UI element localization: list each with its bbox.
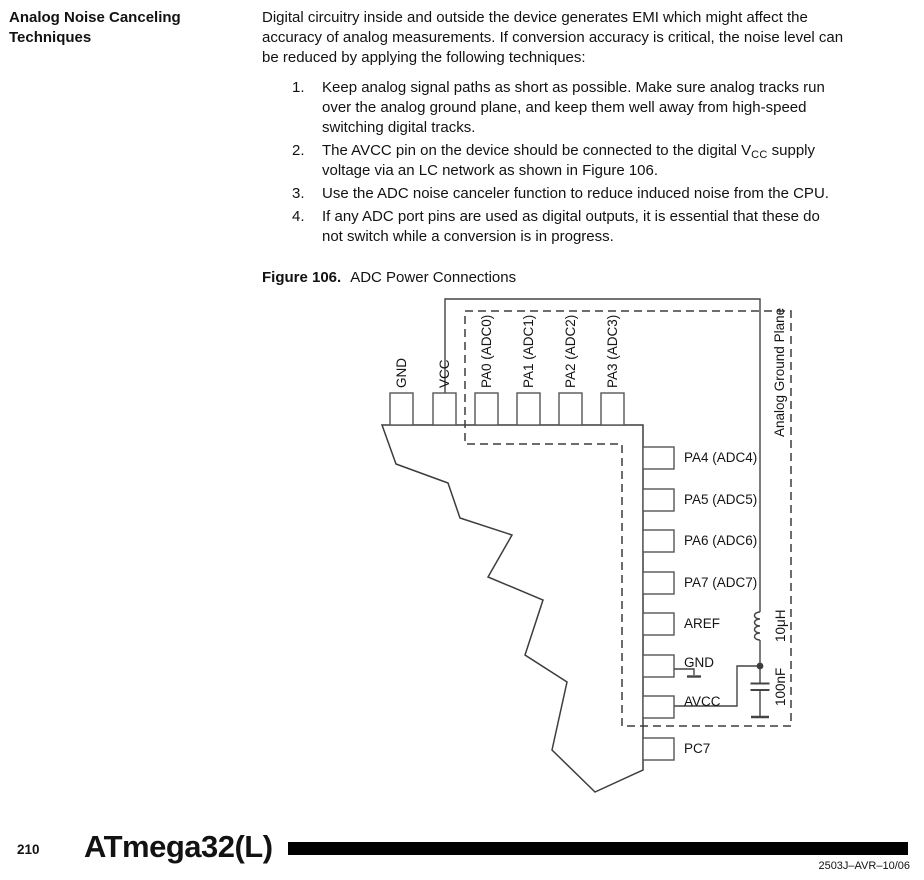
footer-bar	[288, 842, 908, 855]
pin-label-pa4: PA4 (ADC4)	[684, 450, 758, 465]
list-item-line: over the analog ground plane, and keep them well away from high-speed	[322, 99, 807, 116]
chip-body	[382, 425, 643, 792]
junction-dot	[757, 663, 764, 670]
device-name: ATmega32(L)	[84, 829, 273, 864]
list-item-number: 3.	[292, 185, 305, 202]
section-heading-line: Techniques	[9, 29, 92, 46]
intro-paragraph	[262, 8, 922, 68]
section-heading	[9, 8, 254, 48]
list-item	[262, 78, 922, 138]
pin-label-pa6: PA6 (ADC6)	[684, 533, 758, 548]
pin-pa1	[517, 393, 540, 425]
capacitor-value-label: 100nF	[773, 667, 788, 706]
list-item	[262, 141, 922, 181]
analog-ground-plane-label: Analog Ground Plane	[772, 307, 787, 437]
pin-pa7	[643, 572, 674, 594]
intro-line: accuracy of analog measurements. If conversion accuracy is critical, the noise level can	[262, 29, 844, 46]
figure-caption-label: Figure 106.	[262, 269, 342, 286]
pin-pa4	[643, 447, 674, 469]
pin-label-aref: AREF	[684, 616, 721, 631]
pin-label-pc7: PC7	[684, 741, 711, 756]
pin-label-pa0: PA0 (ADC0)	[479, 314, 494, 388]
pin-label-gnd-top: GND	[394, 358, 409, 388]
list-item	[262, 207, 922, 247]
pin-vcc	[433, 393, 456, 425]
pin-pa0	[475, 393, 498, 425]
pin-avcc	[643, 696, 674, 718]
list-item-line: If any ADC port pins are used as digital outputs, it is essential that these do	[322, 208, 820, 225]
numbered-list	[262, 78, 922, 247]
figure-caption	[262, 268, 922, 288]
pin-label-gnd-right: GND	[684, 655, 714, 670]
pin-label-pa2: PA2 (ADC2)	[563, 314, 578, 388]
intro-line: Digital circuitry inside and outside the device generates EMI which might affect the	[262, 9, 808, 26]
inductor-value-label: 10μH	[773, 609, 788, 642]
pin-gnd-right	[643, 655, 674, 677]
pin-pa3	[601, 393, 624, 425]
pin-label-vcc: VCC	[437, 359, 452, 388]
page-number: 210	[17, 842, 40, 857]
pin-aref	[643, 613, 674, 635]
adc-power-connections-diagram	[375, 293, 811, 803]
list-item-number: 1.	[292, 79, 305, 96]
body-text-column	[262, 8, 922, 288]
pin-pa2	[559, 393, 582, 425]
list-item-line: Use the ADC noise canceler function to reduce induced noise from the CPU.	[322, 185, 829, 202]
list-item-number: 2.	[292, 142, 305, 159]
document-code: 2503J–AVR–10/06	[818, 860, 910, 872]
pin-label-pa5: PA5 (ADC5)	[684, 492, 758, 507]
pin-gnd-top	[390, 393, 413, 425]
pin-pa5	[643, 489, 674, 511]
pin-label-avcc: AVCC	[684, 694, 721, 709]
intro-line: be reduced by applying the following techniques:	[262, 49, 586, 66]
list-item-line: not switch while a conversion is in progress.	[322, 228, 614, 245]
pin-label-pa7: PA7 (ADC7)	[684, 575, 758, 590]
list-item-line: switching digital tracks.	[322, 119, 476, 136]
figure-caption-text: ADC Power Connections	[350, 269, 517, 286]
list-item-line	[322, 141, 922, 161]
inductor-symbol	[755, 612, 761, 640]
list-item-line: Keep analog signal paths as short as possible. Make sure analog tracks run	[322, 79, 825, 96]
pin-pc7	[643, 738, 674, 760]
list-item-line: voltage via an LC network as shown in Figure 106.	[322, 162, 659, 179]
pin-label-pa3: PA3 (ADC3)	[605, 314, 620, 388]
pin-label-pa1: PA1 (ADC1)	[521, 314, 536, 388]
list-item-number: 4.	[292, 208, 305, 225]
list-item	[262, 184, 922, 204]
item2-text-post: supply	[767, 142, 815, 159]
pin-pa6	[643, 530, 674, 552]
vcc-subscript: CC	[751, 149, 768, 161]
item2-text-pre: The AVCC pin on the device should be connected to the digital V	[322, 142, 752, 159]
section-heading-line: Analog Noise Canceling	[9, 9, 181, 26]
